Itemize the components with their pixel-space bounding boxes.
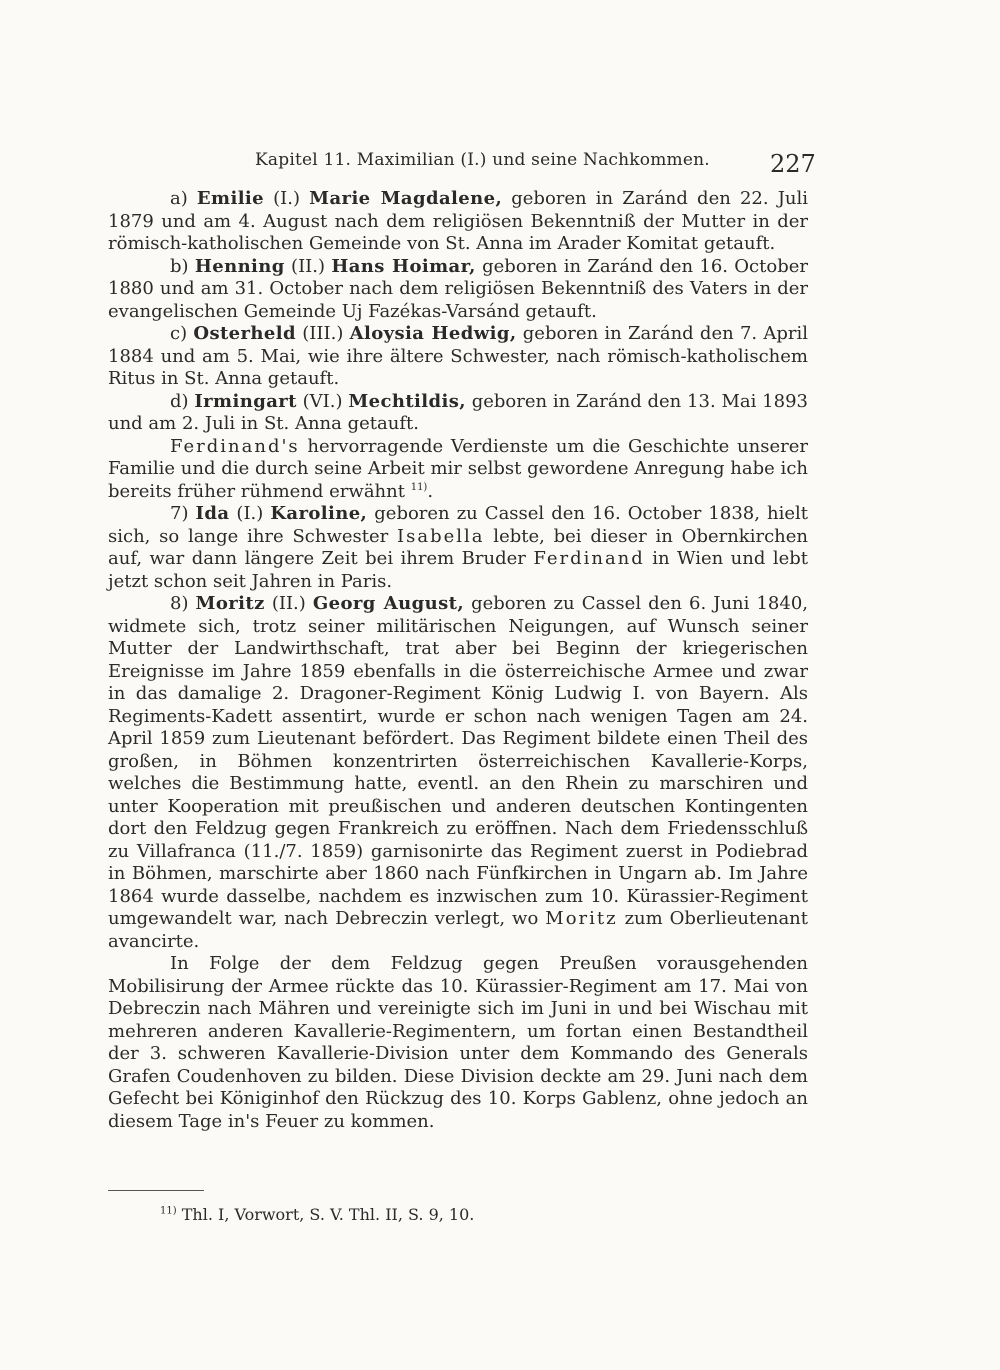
paragraph: [108, 188, 808, 256]
text-run: geboren zu Cassel den 16. October 1838, hielt sich, so lange ihre Schwester: [108, 503, 808, 547]
text-run: geboren in Zaránd den 13. Mai 1893 und am 2. Juli in St. Anna getauft.: [108, 390, 808, 434]
paragraph: [108, 953, 808, 1133]
text-run: .: [427, 480, 434, 502]
text-run: (I.): [264, 188, 310, 209]
paragraph: [108, 503, 808, 593]
footnote-divider: [108, 1190, 204, 1191]
text-run: geboren in Zaránd den 7. April 1884 und am 5. Mai, wie ihre ältere Schwester, nach römisch-katholischem Ritus in St. Anna getauft.: [108, 323, 809, 389]
footnote: [160, 1205, 800, 1224]
person-name: Aloysia Hedwig,: [349, 323, 517, 344]
text-run: geboren in Zaránd den 16. October 1880 und am 31. October nach dem religiösen Bekenntniß des Vaters in der evangelischen Gemeinde Uj Fazékas-Varsánd getauft.: [108, 255, 808, 322]
page-number: 227: [770, 150, 816, 178]
person-name: Karoline,: [270, 503, 368, 524]
text-run: (VI.): [296, 390, 349, 412]
footnote-reference: 11): [410, 481, 428, 493]
paragraph: [108, 593, 808, 953]
person-name: Moritz: [195, 593, 265, 614]
text-run: b): [170, 255, 195, 277]
emphasized-name: Ferdinand's: [170, 435, 300, 457]
person-name: Marie Magdalene,: [309, 188, 503, 209]
text-run: (I.): [229, 503, 271, 524]
text-run: geboren zu Cassel den 6. Juni 1840, widmete sich, trotz seiner militärischen Neigungen, auf Wunsch seiner Mutter der Landwirthschaft, trat aber bei Beginn der kriegerischen Ereignisse im Jahre 1859 ebenfalls in die österreichische Armee und zwar in das damalige 2. Dragoner-Regiment König Ludwig I. von Bayern. Als Regiments-Kadett assentirt, wurde er schon nach wenigen Tagen am 24. April 1859 zum Lieutenant befördert. Das Regiment bildete einen Theil des großen, in Böhmen konzentrirten österreichischen Kavallerie-Korps, welches die Bestimmung hatte, eventl. an den Rhein zu marschiren und unter Kooperation mit preußischen und anderen deutschen Kontingenten dort den Feldzug gegen Frankreich zu eröffnen. Nach dem Friedensschluß zu Villafranca (11./7. 1859) garnisonirte das Regiment zuerst in Podiebrad in Böhmen, marschirte aber 1860 nach Fünfkirchen in Ungarn ab. Im Jahre 1864 wurde dasselbe, nachdem es inzwischen zum 10. Kürassier-Regiment umgewandelt war, nach Debreczin verlegt, wo: [108, 593, 808, 929]
emphasized-name: Isabella: [397, 525, 485, 547]
text-run: 8): [170, 593, 196, 614]
emphasized-name: Moritz: [545, 908, 618, 929]
text-run: zum Oberlieutenant avancirte.: [108, 908, 809, 952]
paragraph: [108, 436, 808, 504]
text-run: (II.): [284, 255, 332, 277]
body-text: [108, 188, 808, 1133]
emphasized-name: Ferdinand: [533, 548, 645, 569]
text-run: geboren in Zaránd den 22. Juli 1879 und am 4. August nach dem religiösen Bekenntniß der Mutter in der römisch-katholischen Gemeinde von St. Anna im Arader Komitat getauft.: [108, 188, 809, 254]
person-name: Irmingart: [194, 390, 297, 412]
person-name: Emilie: [196, 188, 265, 209]
text-run: d): [170, 390, 195, 412]
person-name: Osterheld: [193, 323, 296, 344]
person-name: Mechtildis,: [348, 390, 466, 412]
text-run: 7): [170, 503, 196, 524]
person-name: Georg August,: [312, 593, 465, 614]
footnote-text: Thl. I, Vorwort, S. V. Thl. II, S. 9, 10.: [176, 1205, 475, 1224]
text-run: hervorragende Verdienste um die Geschichte unserer Familie und die durch seine Arbeit mir selbst gewordene Anregung habe ich bereits früher rühmend erwähnt: [108, 435, 808, 502]
person-name: Henning: [194, 255, 285, 277]
paragraph: [108, 256, 808, 324]
text-run: (III.): [296, 323, 350, 344]
paragraph: [108, 323, 808, 391]
text-run: in Wien und lebt jetzt schon seit Jahren in Paris.: [108, 548, 808, 592]
paragraph: [108, 391, 808, 436]
text-run: (II.): [264, 593, 313, 614]
person-name: Ida: [195, 503, 230, 524]
person-name: Hans Hoimar,: [331, 255, 476, 277]
text-run: In Folge der dem Feldzug gegen Preußen vorausgehenden Mobilisirung der Armee rückte das 10. Kürassier-Regiment am 17. Mai von Debreczin nach Mähren und vereinigte sich im Juni in und bei Wischau mit mehreren anderen Kavallerie-Regimentern, um fortan einen Bestandtheil der 3. schweren Kavallerie-Division unter dem Kommando des Generals Grafen Coudenhoven zu bilden. Diese Division deckte am 29. Juni nach dem Gefecht bei Königinhof den Rückzug des 10. Korps Gablenz, ohne jedoch an diesem Tage in's Feuer zu kommen.: [108, 953, 808, 1132]
text-run: a): [170, 188, 197, 209]
running-title: Kapitel 11. Maximilian (I.) und seine Nachkommen.: [255, 150, 710, 170]
footnote-marker: 11): [160, 1205, 177, 1217]
text-run: lebte, bei dieser in Obernkirchen auf, war dann längere Zeit bei ihrem Bruder: [108, 525, 808, 569]
text-run: c): [170, 323, 194, 344]
